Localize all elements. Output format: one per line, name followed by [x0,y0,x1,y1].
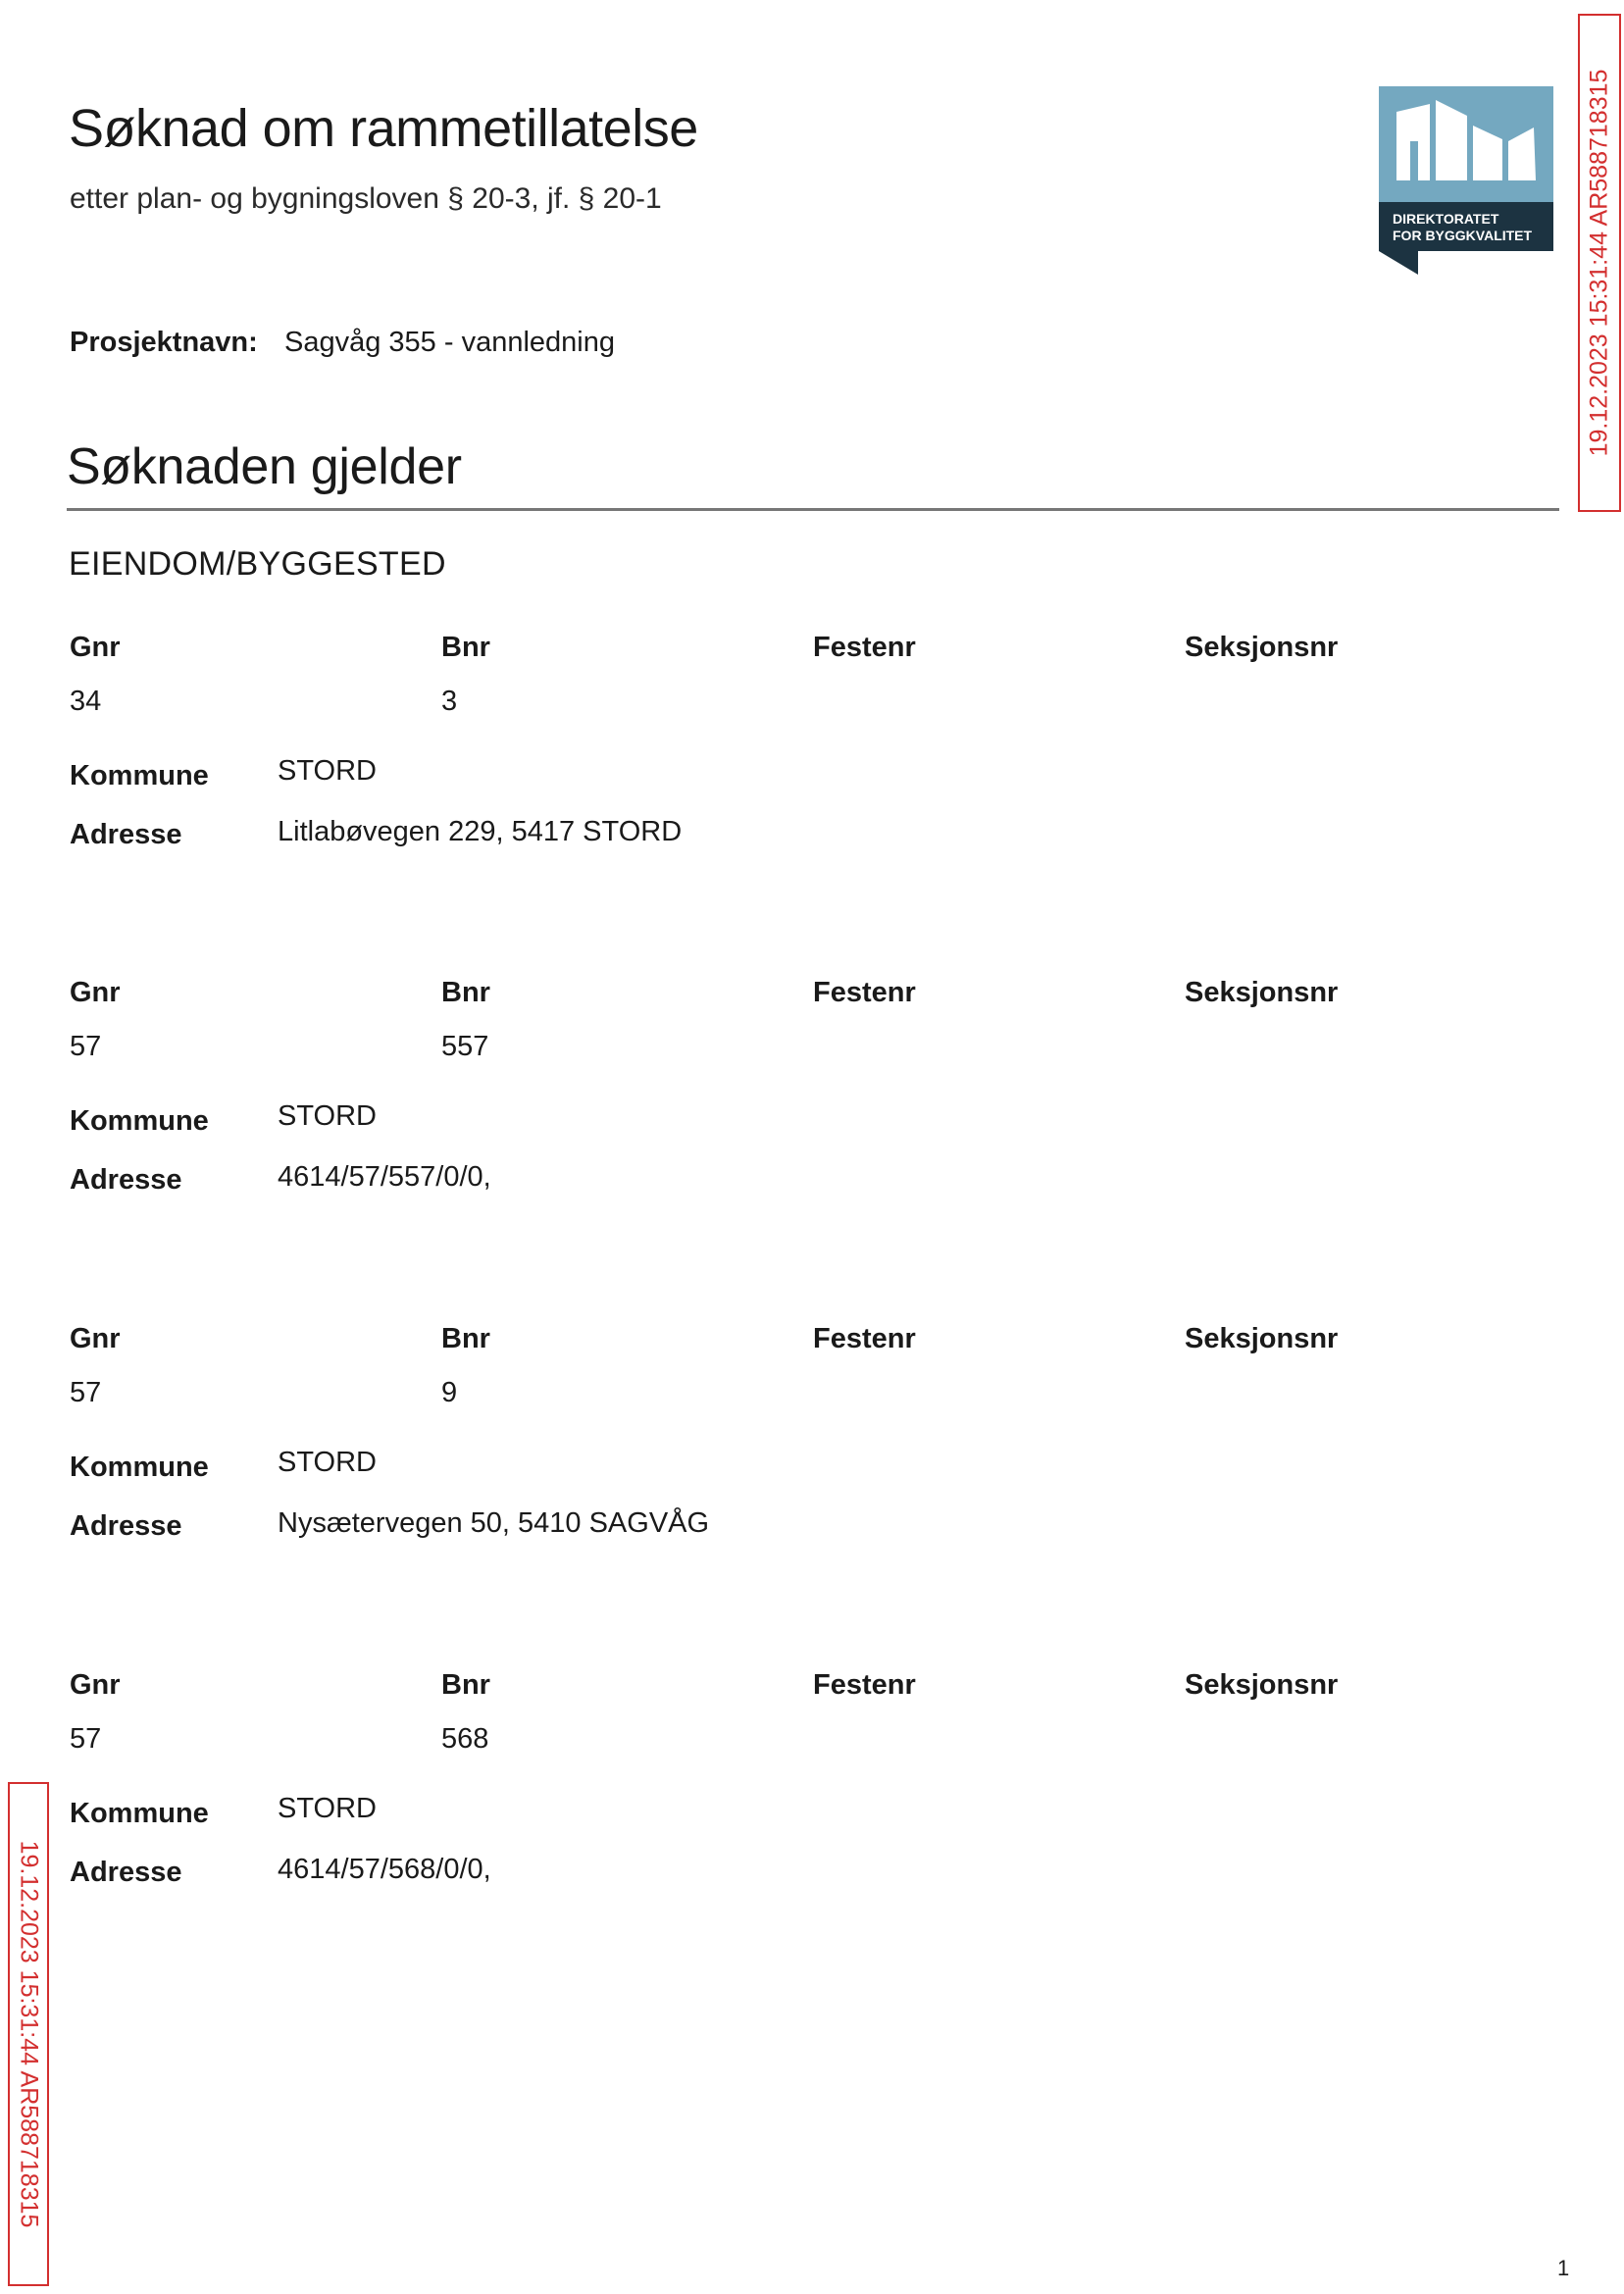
kommune-value: STORD [278,1793,377,1824]
subsection-heading: EIENDOM/BYGGESTED [69,545,446,583]
bnr-header: Bnr [441,1323,490,1354]
bnr-value: 557 [441,1031,489,1062]
adresse-value: 4614/57/568/0/0, [278,1854,491,1885]
receipt-stamp-top [1578,14,1621,512]
property-block [70,977,1541,1222]
page-number: 1 [1557,2256,1570,2280]
bnr-header: Bnr [441,977,490,1008]
bnr-value: 568 [441,1723,489,1755]
property-block [70,632,1541,877]
bnr-value: 3 [441,686,458,717]
adresse-value: 4614/57/557/0/0, [278,1161,491,1193]
receipt-stamp-text: 19.12.2023 15:31:44 AR588718315 [15,1840,43,2228]
bnr-header: Bnr [441,632,490,663]
gnr-value: 57 [70,1031,102,1062]
adresse-value: Litlabøvegen 229, 5417 STORD [278,816,683,847]
festenr-header: Festenr [813,977,916,1008]
adresse-label: Adresse [70,1510,182,1542]
receipt-stamp-text: 19.12.2023 15:31:44 AR588718315 [1585,69,1613,457]
kommune-label: Kommune [70,1452,209,1483]
project-name-value: Sagvåg 355 - vannledning [284,327,615,358]
dibk-logo [1379,86,1553,275]
festenr-header: Festenr [813,1323,916,1354]
kommune-label: Kommune [70,760,209,791]
property-block [70,1323,1541,1568]
gnr-value: 57 [70,1723,102,1755]
gnr-header: Gnr [70,977,121,1008]
festenr-header: Festenr [813,1669,916,1701]
kommune-value: STORD [278,1447,377,1478]
gnr-header: Gnr [70,1669,121,1701]
page-title: Søknad om rammetillatelse [69,99,698,158]
property-block [70,1669,1541,1914]
adresse-label: Adresse [70,1857,182,1888]
kommune-value: STORD [278,755,377,787]
logo-text-line2: FOR BYGGKVALITET [1393,228,1533,243]
gnr-header: Gnr [70,1323,121,1354]
kommune-label: Kommune [70,1105,209,1137]
seksjonsnr-header: Seksjonsnr [1185,1323,1339,1354]
receipt-stamp-bottom [8,1782,49,2286]
adresse-label: Adresse [70,1164,182,1196]
adresse-value: Nysætervegen 50, 5410 SAGVÅG [278,1507,710,1539]
kommune-value: STORD [278,1100,377,1132]
bnr-value: 9 [441,1377,458,1408]
seksjonsnr-header: Seksjonsnr [1185,1669,1339,1701]
adresse-label: Adresse [70,819,182,850]
section-divider [67,508,1559,511]
gnr-header: Gnr [70,632,121,663]
logo-text-line1: DIREKTORATET [1393,211,1499,227]
section-heading: Søknaden gjelder [67,438,462,495]
seksjonsnr-header: Seksjonsnr [1185,977,1339,1008]
kommune-label: Kommune [70,1798,209,1829]
page-subtitle: etter plan- og bygningsloven § 20-3, jf. § 20-1 [70,182,662,215]
festenr-header: Festenr [813,632,916,663]
seksjonsnr-header: Seksjonsnr [1185,632,1339,663]
project-name-label: Prosjektnavn: [70,327,258,358]
gnr-value: 34 [70,686,102,717]
bnr-header: Bnr [441,1669,490,1701]
gnr-value: 57 [70,1377,102,1408]
